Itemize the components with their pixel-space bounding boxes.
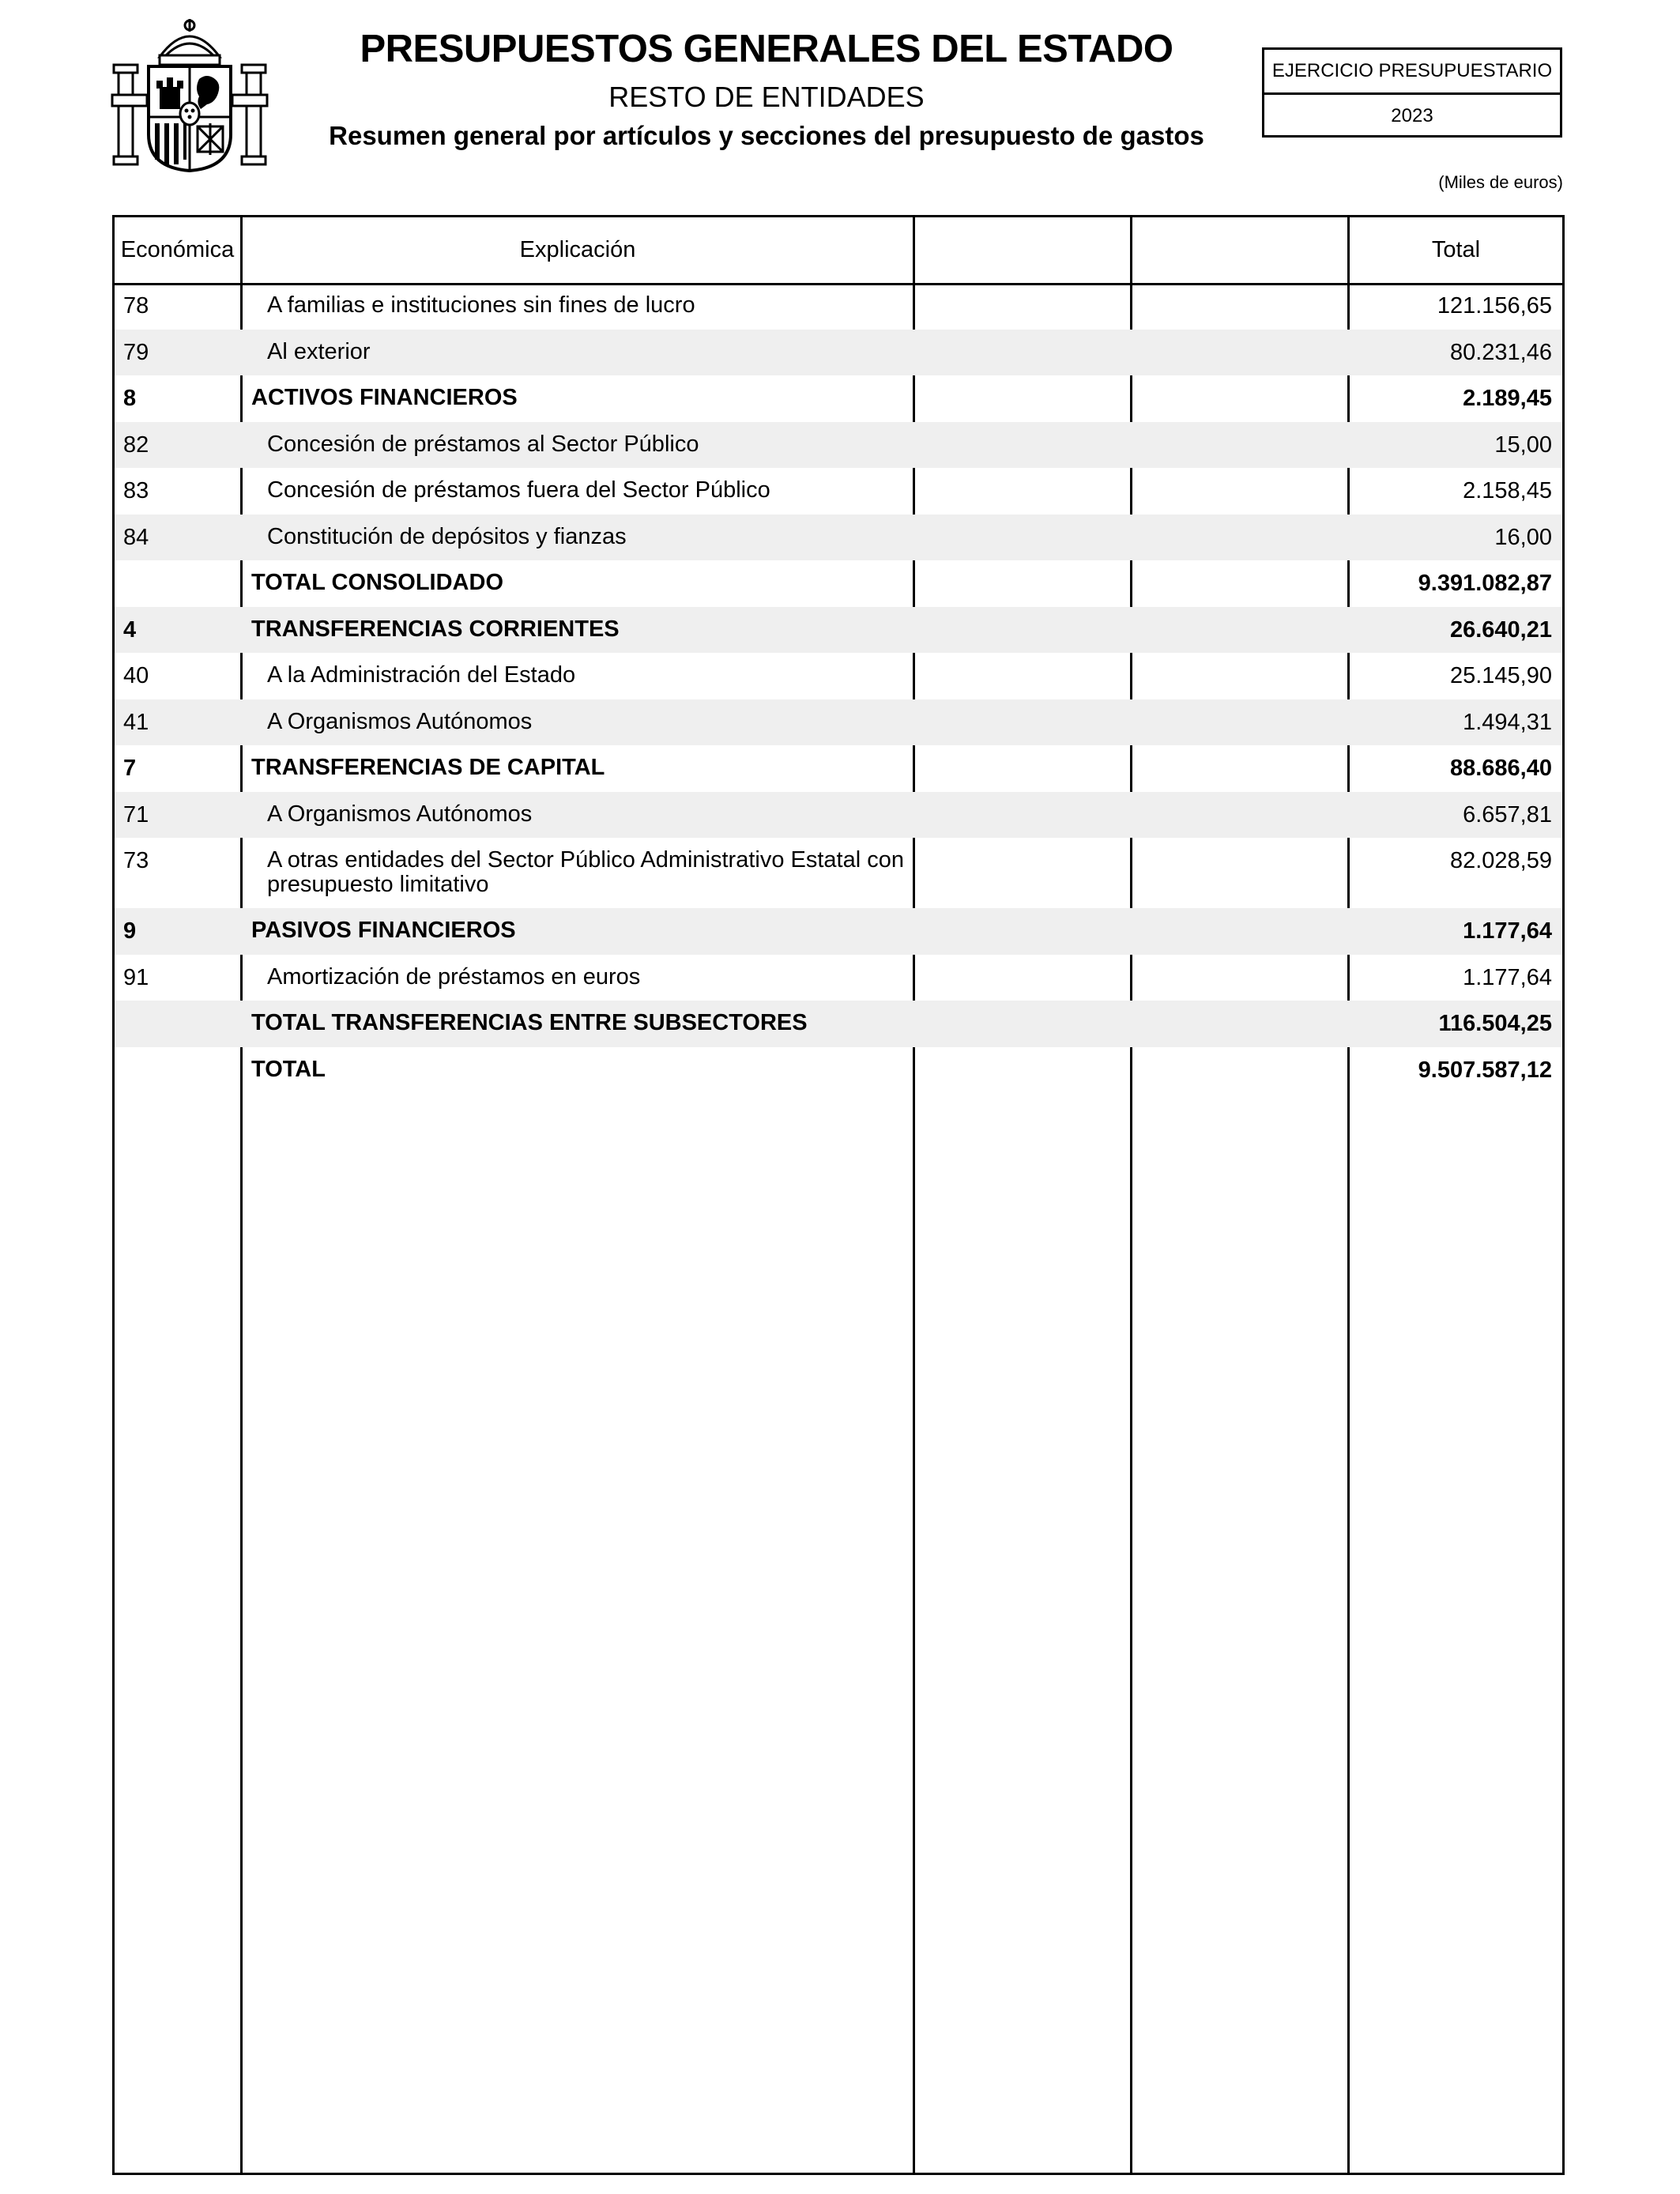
- ejercicio-box: [1262, 47, 1562, 138]
- column-header-explicacion: Explicación: [519, 237, 636, 262]
- row-description: A familias e instituciones sin fines de lucro: [267, 292, 695, 318]
- row-total: 2.189,45: [1463, 386, 1552, 411]
- row-code: 9: [123, 918, 137, 944]
- row-total: 25.145,90: [1449, 663, 1552, 688]
- table-row: [115, 792, 1562, 839]
- row-description: A Organismos Autónomos: [267, 708, 533, 734]
- row-description: TRANSFERENCIAS CORRIENTES: [251, 616, 620, 642]
- row-code: 82: [123, 432, 149, 458]
- table-row: [115, 838, 1562, 908]
- table-row: [115, 955, 1562, 1001]
- row-code: 73: [123, 848, 149, 873]
- row-code: 83: [123, 478, 149, 503]
- row-total: 15,00: [1494, 432, 1552, 458]
- row-total: 9.391.082,87: [1418, 571, 1552, 596]
- row-description: Amortización de préstamos en euros: [267, 963, 641, 990]
- page-title: PRESUPUESTOS GENERALES DEL ESTADO: [360, 28, 1173, 70]
- column-header-economica: Económica: [120, 237, 235, 262]
- column-header-total: Total: [1431, 237, 1481, 262]
- row-description: Al exterior: [267, 338, 371, 364]
- row-total: 26.640,21: [1449, 616, 1552, 643]
- row-code: 8: [123, 386, 137, 411]
- row-total: 1.177,64: [1463, 918, 1552, 944]
- row-total: 88.686,40: [1449, 756, 1552, 781]
- row-description: Concesión de préstamos fuera del Sector Público: [267, 477, 770, 503]
- row-description: A la Administración del Estado: [267, 662, 576, 688]
- row-description: Concesión de préstamos al Sector Público: [267, 431, 699, 457]
- coat-of-arms-logo: [111, 16, 269, 174]
- row-total: 1.494,31: [1463, 709, 1552, 735]
- row-total: 82.028,59: [1449, 848, 1552, 873]
- row-total: 6.657,81: [1463, 801, 1552, 827]
- column-header-empty: [1132, 217, 1347, 283]
- row-code: 79: [123, 339, 149, 365]
- table-row: [115, 908, 1562, 955]
- table-row: [115, 330, 1562, 376]
- row-code: 84: [123, 524, 149, 550]
- table-row: [115, 422, 1562, 469]
- row-description: TRANSFERENCIAS DE CAPITAL: [251, 755, 605, 780]
- row-total: 9.507.587,12: [1418, 1057, 1552, 1083]
- row-code: 40: [123, 663, 149, 688]
- row-code: 71: [123, 801, 149, 827]
- row-description: TOTAL CONSOLIDADO: [251, 570, 503, 595]
- table-row: [115, 699, 1562, 746]
- row-code: 4: [123, 616, 137, 643]
- row-code: 41: [123, 709, 149, 735]
- row-description: ACTIVOS FINANCIEROS: [251, 385, 518, 410]
- row-total: 80.231,46: [1449, 339, 1552, 365]
- units-note: (Miles de euros): [1438, 172, 1563, 192]
- table-row: [115, 745, 1562, 792]
- table-row-total: [115, 1001, 1562, 1047]
- column-header-empty: [915, 217, 1130, 283]
- table-row: [115, 607, 1562, 654]
- row-total: 16,00: [1494, 524, 1552, 550]
- page-subtitle: RESTO DE ENTIDADES: [608, 81, 925, 113]
- table-row: [115, 283, 1562, 330]
- table-body: [115, 283, 1562, 1093]
- row-description: A Organismos Autónomos: [267, 801, 533, 827]
- row-description: A otras entidades del Sector Público Administrativo Estatal con presupuesto limitativo: [267, 847, 904, 897]
- row-code: 78: [123, 293, 149, 319]
- ejercicio-year: 2023: [1391, 105, 1433, 126]
- table-row: [115, 375, 1562, 422]
- row-total: 116.504,25: [1438, 1011, 1552, 1036]
- row-description: PASIVOS FINANCIEROS: [251, 918, 516, 943]
- row-description: TOTAL: [251, 1056, 326, 1082]
- table-row: [115, 515, 1562, 561]
- row-description: TOTAL TRANSFERENCIAS ENTRE SUBSECTORES: [251, 1010, 808, 1035]
- table-row: [115, 653, 1562, 699]
- table-row: [115, 468, 1562, 515]
- table-row-total: [115, 560, 1562, 607]
- row-code: 7: [123, 756, 137, 781]
- row-total: 2.158,45: [1463, 478, 1552, 503]
- page-description: Resumen general por artículos y secciones del presupuesto de gastos: [329, 121, 1204, 150]
- table-row-grand-total: [115, 1047, 1562, 1094]
- row-code: 91: [123, 964, 149, 990]
- ejercicio-label: EJERCICIO PRESUPUESTARIO: [1264, 50, 1560, 95]
- row-total: 1.177,64: [1463, 964, 1552, 990]
- row-total: 121.156,65: [1437, 293, 1552, 319]
- row-description: Constitución de depósitos y fianzas: [267, 523, 627, 549]
